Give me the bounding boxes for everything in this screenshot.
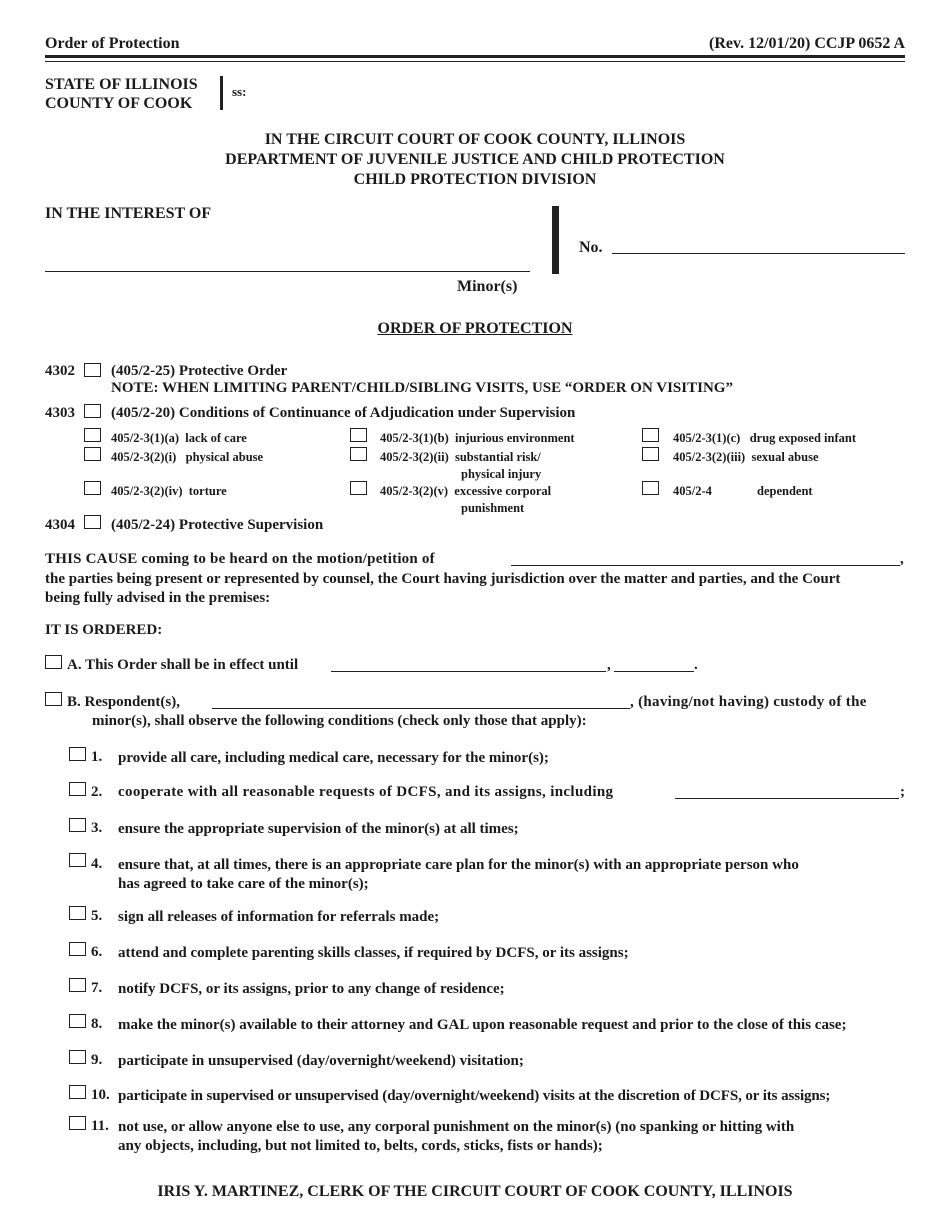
statute-1b: 405/2-3(1)(b) injurious environment	[380, 431, 575, 445]
checkbox-4303[interactable]	[84, 404, 101, 418]
condition-5-num: 5.	[91, 908, 103, 924]
order-b-lead: B. Respondent(s),	[67, 694, 180, 710]
case-number-label: No.	[579, 239, 603, 256]
checkbox-statute-1a[interactable]	[84, 428, 101, 442]
condition-1-num: 1.	[91, 749, 103, 765]
code-4302: 4302	[45, 363, 75, 379]
case-number-field[interactable]	[612, 253, 905, 254]
effective-until-year-field[interactable]	[614, 671, 694, 672]
checkbox-4304[interactable]	[84, 515, 101, 529]
order-a-comma: ,	[607, 657, 611, 673]
it-is-ordered: IT IS ORDERED:	[45, 622, 163, 638]
checkbox-condition-2[interactable]	[69, 782, 86, 796]
checkbox-condition-6[interactable]	[69, 942, 86, 956]
code-4302-text: (405/2-25) Protective Order	[111, 363, 288, 379]
respondent-field[interactable]	[212, 708, 630, 709]
caption-divider	[552, 206, 559, 274]
condition-2-text: cooperate with all reasonable requests of DCFS, and its assigns, including	[118, 784, 614, 800]
condition-2-including-field[interactable]	[675, 798, 899, 799]
checkbox-order-a[interactable]	[45, 655, 62, 669]
checkbox-statute-1c[interactable]	[642, 428, 659, 442]
checkbox-4302[interactable]	[84, 363, 101, 377]
court-line-1: IN THE CIRCUIT COURT OF COOK COUNTY, ILLINOIS	[264, 131, 686, 148]
checkbox-condition-7[interactable]	[69, 978, 86, 992]
condition-10-text: participate in supervised or unsupervised (day/overnight/weekend) visits at the discretion of DCFS, or its assigns;	[118, 1088, 831, 1104]
header-rule-thin	[45, 61, 905, 62]
order-a: A. This Order shall be in effect until	[67, 657, 299, 673]
statute-1c: 405/2-3(1)(c) drug exposed infant	[673, 431, 856, 445]
statute-2iii: 405/2-3(2)(iii) sexual abuse	[673, 450, 819, 464]
code-4304: 4304	[45, 517, 75, 533]
court-line-3: CHILD PROTECTION DIVISION	[353, 171, 597, 188]
checkbox-statute-2i[interactable]	[84, 447, 101, 461]
court-heading	[0, 130, 950, 190]
form-header-title: Order of Protection	[45, 35, 180, 52]
condition-4-num: 4.	[91, 856, 103, 872]
checkbox-statute-2v[interactable]	[350, 481, 367, 495]
venue-county: COUNTY OF COOK	[45, 95, 193, 112]
condition-3-num: 3.	[91, 820, 103, 836]
minor-name-field[interactable]	[45, 271, 530, 272]
checkbox-statute-2iv[interactable]	[84, 481, 101, 495]
venue-block	[45, 75, 198, 113]
condition-4-text: ensure that, at all times, there is an appropriate care plan for the minor(s) with an appropriate person who has agreed to take care of the minor(s);	[118, 857, 799, 892]
cause-line-3: being fully advised in the premises:	[45, 590, 271, 606]
statute-2iv: 405/2-3(2)(iv) torture	[111, 484, 227, 498]
condition-9-text: participate in unsupervised (day/overnight/weekend) visitation;	[118, 1053, 524, 1069]
minors-label: Minor(s)	[457, 278, 518, 295]
checkbox-condition-10[interactable]	[69, 1085, 86, 1099]
condition-6-num: 6.	[91, 944, 103, 960]
order-b-line-2: minor(s), shall observe the following conditions (check only those that apply):	[92, 713, 587, 729]
code-4302-note: NOTE: WHEN LIMITING PARENT/CHILD/SIBLING VISITS, USE “ORDER ON VISITING”	[111, 380, 733, 396]
condition-8-num: 8.	[91, 1016, 103, 1032]
checkbox-condition-5[interactable]	[69, 906, 86, 920]
code-4304-text: (405/2-24) Protective Supervision	[111, 517, 324, 533]
condition-7-text: notify DCFS, or its assigns, prior to any change of residence;	[118, 981, 505, 997]
condition-5-text: sign all releases of information for referrals made;	[118, 909, 440, 925]
condition-9-num: 9.	[91, 1052, 103, 1068]
statute-1a: 405/2-3(1)(a) lack of care	[111, 431, 247, 445]
statute-2-4-desc: dependent	[757, 484, 813, 498]
statute-2ii: 405/2-3(2)(ii) substantial risk/	[380, 450, 541, 464]
venue-bracket	[220, 76, 223, 110]
checkbox-statute-2ii[interactable]	[350, 447, 367, 461]
condition-6-text: attend and complete parenting skills classes, if required by DCFS, or its assigns;	[118, 945, 629, 961]
condition-10-num: 10.	[91, 1087, 110, 1103]
condition-2-semicolon: ;	[900, 784, 905, 800]
cause-lead: THIS CAUSE coming to be heard on the motion/petition of	[45, 551, 435, 567]
in-the-interest-of: IN THE INTEREST OF	[45, 205, 212, 222]
condition-2-num: 2.	[91, 784, 103, 800]
condition-3-text: ensure the appropriate supervision of the minor(s) at all times;	[118, 821, 519, 837]
order-a-period: .	[694, 657, 698, 673]
checkbox-condition-4[interactable]	[69, 853, 86, 867]
petitioner-field[interactable]	[511, 565, 900, 566]
statute-2v: 405/2-3(2)(v) excessive corporal	[380, 484, 552, 498]
checkbox-condition-9[interactable]	[69, 1050, 86, 1064]
header-rule-thick	[45, 55, 905, 58]
checkbox-statute-1b[interactable]	[350, 428, 367, 442]
statute-2-4: 405/2-4	[673, 484, 712, 498]
venue-ss: ss:	[232, 84, 247, 99]
code-4303: 4303	[45, 405, 75, 421]
checkbox-order-b[interactable]	[45, 692, 62, 706]
checkbox-condition-1[interactable]	[69, 747, 86, 761]
statute-2i: 405/2-3(2)(i) physical abuse	[111, 450, 264, 464]
form-revision: (Rev. 12/01/20) CCJP 0652 A	[709, 35, 905, 52]
checkbox-condition-3[interactable]	[69, 818, 86, 832]
order-b-tail: , (having/not having) custody of the	[630, 694, 867, 710]
checkbox-condition-11[interactable]	[69, 1116, 86, 1130]
court-line-2: DEPARTMENT OF JUVENILE JUSTICE AND CHILD PROTECTION	[225, 151, 725, 168]
form-title: ORDER OF PROTECTION	[377, 320, 573, 337]
condition-8-text: make the minor(s) available to their attorney and GAL upon reasonable request and prior to the close of this case;	[118, 1017, 847, 1033]
checkbox-condition-8[interactable]	[69, 1014, 86, 1028]
condition-7-num: 7.	[91, 980, 103, 996]
clerk-footer: IRIS Y. MARTINEZ, CLERK OF THE CIRCUIT COURT OF COOK COUNTY, ILLINOIS	[157, 1183, 793, 1200]
code-4303-text: (405/2-20) Conditions of Continuance of Adjudication under Supervision	[111, 405, 576, 421]
cause-line-2: the parties being present or represented by counsel, the Court having jurisdiction over the matter and parties, and the Court	[45, 571, 841, 587]
condition-11-text: not use, or allow anyone else to use, any corporal punishment on the minor(s) (no spanking or hitting with any objects, including, but not limited to, belts, cords, sticks, fists or hands);	[118, 1119, 795, 1154]
checkbox-statute-2iii[interactable]	[642, 447, 659, 461]
effective-until-date-field[interactable]	[331, 671, 606, 672]
venue-state: STATE OF ILLINOIS	[45, 76, 198, 93]
checkbox-statute-2-4[interactable]	[642, 481, 659, 495]
statute-2ii-cont: physical injury	[461, 467, 542, 481]
cause-comma: ,	[900, 551, 904, 567]
condition-1-text: provide all care, including medical care, necessary for the minor(s);	[118, 750, 549, 766]
statute-2v-cont: punishment	[461, 501, 525, 515]
condition-11-num: 11.	[91, 1118, 109, 1134]
